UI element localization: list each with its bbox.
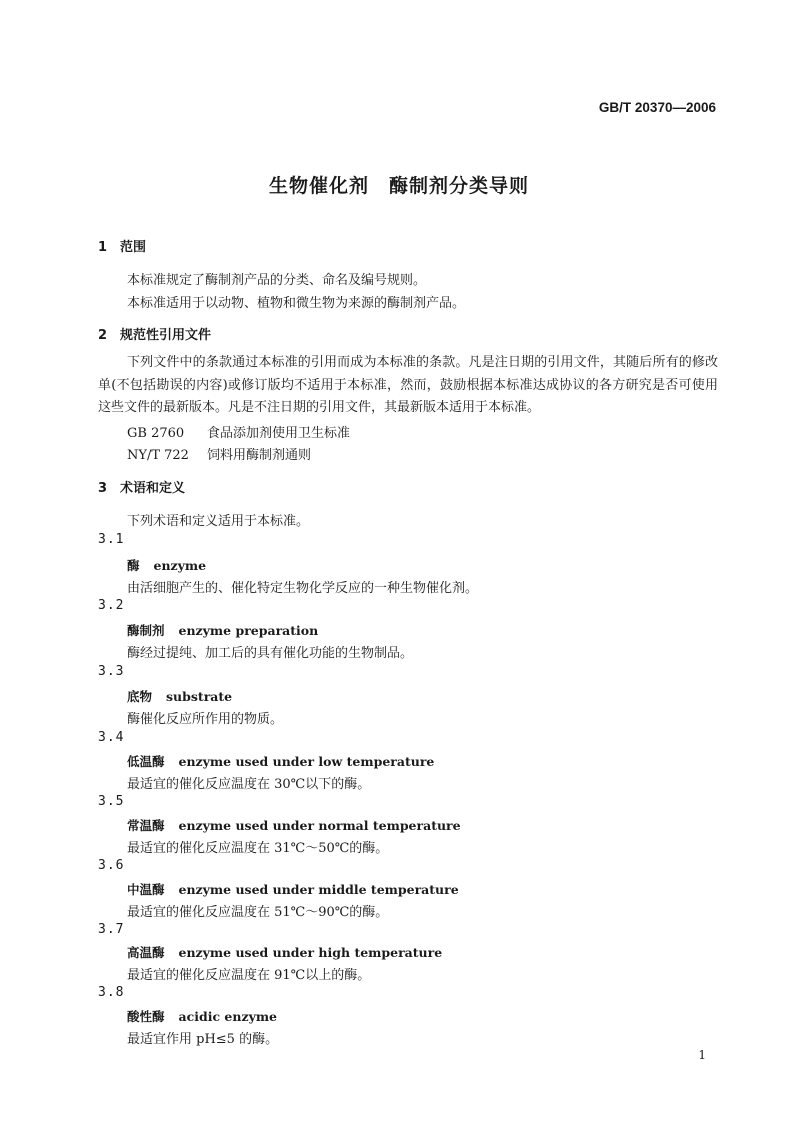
term-definition: 酶经过提纯、加工后的具有催化功能的生物制品。: [127, 646, 414, 661]
term-zh: 酶制剂: [127, 623, 165, 638]
paragraph: 下列术语和定义适用于本标准。: [127, 514, 310, 529]
term-zh: 常温酶: [127, 818, 165, 833]
term-heading: [127, 816, 461, 834]
reference-code: GB 2760: [127, 426, 185, 441]
term-en: enzyme preparation: [178, 623, 319, 638]
section-3-heading: [98, 477, 185, 496]
page-number: 1: [698, 1048, 706, 1062]
term-definition: 由活细胞产生的、催化特定生物化学反应的一种生物催化剂。: [127, 581, 479, 596]
term-zh: 酶: [127, 558, 140, 573]
term-heading: [127, 687, 232, 705]
term-definition: 最适宜的催化反应温度在 91℃以上的酶。: [127, 968, 371, 983]
term-definition: 最适宜作用 pH≤5 的酶。: [127, 1032, 279, 1047]
term-definition: 最适宜的催化反应温度在 30℃以下的酶。: [127, 777, 371, 792]
reference-code: NY/T 722: [127, 448, 189, 463]
term-number: 3.3: [98, 664, 125, 679]
reference-item: [127, 444, 311, 463]
term-heading: [127, 556, 206, 574]
section-title: 规范性引用文件: [120, 328, 212, 343]
term-number: 3.2: [98, 598, 125, 613]
paragraph: 下列文件中的条款通过本标准的引用而成为本标准的条款。凡是注日期的引用文件，其随后所有的修改单(不包括勘误的内容)或修订版均不适用于本标准，然而，鼓励根据本标准达成协议的各方研究是否可使用这些文件的最新版本。凡是不注日期的引用文件，其最新版本适用于本标准。: [98, 355, 718, 415]
term-number: 3.7: [98, 922, 125, 937]
term-en: enzyme used under normal temperature: [178, 818, 461, 833]
term-heading: [127, 880, 459, 898]
term-en: enzyme used under low temperature: [178, 754, 435, 769]
paragraph: 本标准适用于以动物、植物和微生物为来源的酶制剂产品。: [127, 296, 466, 311]
term-definition: 最适宜的催化反应温度在 51℃～90℃的酶。: [127, 905, 389, 920]
standard-number: GB/T 20370—2006: [598, 100, 716, 115]
section-2-heading: [98, 324, 211, 343]
term-en: enzyme used under high temperature: [178, 945, 443, 960]
term-number: 3.1: [98, 532, 125, 547]
section-number: 2: [98, 328, 108, 343]
reference-item: [127, 422, 350, 441]
term-en: acidic enzyme: [178, 1009, 278, 1024]
term-en: substrate: [166, 689, 233, 704]
reference-title: 饲料用酶制剂通则: [207, 448, 312, 463]
term-heading: [127, 752, 434, 770]
term-en: enzyme used under middle temperature: [178, 882, 459, 897]
term-heading: [127, 1007, 277, 1025]
document-title: 生物催化剂 酶制剂分类导则: [268, 175, 529, 197]
term-number: 3.8: [98, 985, 125, 1000]
term-number: 3.4: [98, 730, 125, 745]
term-definition: 酶催化反应所作用的物质。: [127, 712, 284, 727]
term-number: 3.6: [98, 858, 125, 873]
term-zh: 酸性酶: [127, 1009, 165, 1024]
term-en: enzyme: [153, 558, 207, 573]
section-title: 术语和定义: [120, 481, 186, 496]
term-zh: 中温酶: [127, 882, 165, 897]
section-title: 范围: [120, 240, 147, 255]
paragraph: 本标准规定了酶制剂产品的分类、命名及编号规则。: [127, 273, 427, 288]
section-number: 3: [98, 481, 108, 496]
term-zh: 底物: [127, 689, 153, 704]
term-definition: 最适宜的催化反应温度在 31℃～50℃的酶。: [127, 841, 389, 856]
term-zh: 高温酶: [127, 945, 165, 960]
section-number: 1: [98, 240, 108, 255]
term-number: 3.5: [98, 794, 125, 809]
reference-title: 食品添加剂使用卫生标准: [207, 426, 351, 441]
term-heading: [127, 943, 442, 961]
term-heading: [127, 621, 318, 639]
section-1-heading: [98, 236, 146, 255]
term-zh: 低温酶: [127, 754, 165, 769]
